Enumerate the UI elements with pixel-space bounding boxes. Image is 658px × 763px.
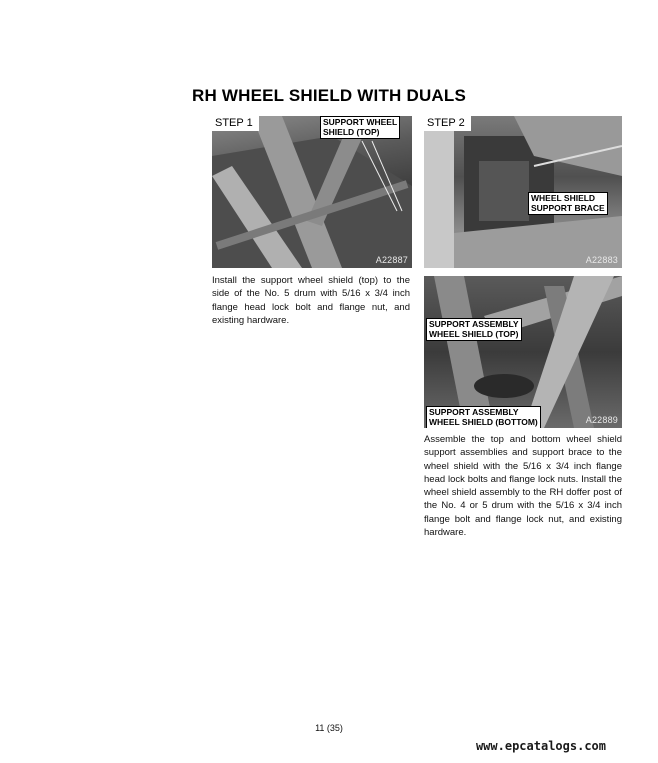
step2-photo-a-figure-code: A22883 — [585, 255, 618, 265]
step2-instructions: Assemble the top and bottom wheel shield support assemblies and support brace to the wheel shield with the 5/16 x 3/4 inch flange head lock bolts and flange lock nuts. Install the wheel shield assembly to the RH doffer post of the No. 4 or 5 drum with the 5/16 x 3/4 inch flange bolt and flange lock nut, and existing hardware. — [424, 434, 622, 539]
step2-photo-a-callout-line2: SUPPORT BRACE — [531, 202, 605, 213]
step1-callout-line2: SHIELD (TOP) — [323, 126, 380, 137]
step2-photo-b-callout-bottom-line1: SUPPORT ASSEMBLY — [429, 407, 519, 417]
step2-photo-b-callout-bottom-line2: WHEEL SHIELD (BOTTOM) — [429, 416, 538, 427]
watermark-url: www.epcatalogs.com — [475, 739, 606, 753]
step1-instructions: Install the support wheel shield (top) to the side of the No. 5 drum with 5/16 x 3/4 inch flange head lock bolt and flange nut, and existing hardware. — [212, 275, 410, 326]
step2-photo-a-callout-line1: WHEEL SHIELD — [531, 193, 596, 203]
step2-photo-b-callout-top — [426, 318, 522, 341]
step2-photo-b — [424, 276, 622, 428]
step2-photo-a-callout — [528, 192, 608, 215]
page-number: 11 (35) — [315, 723, 343, 733]
step2-photo-b-figure-code: A22889 — [585, 415, 618, 425]
step2-photo-b-callout-top-line1: SUPPORT ASSEMBLY — [429, 319, 519, 329]
page-title: RH WHEEL SHIELD WITH DUALS — [191, 86, 467, 105]
step1-callout — [320, 116, 400, 139]
step2-photo-a — [424, 116, 622, 268]
step1-callout-line1: SUPPORT WHEEL — [323, 117, 398, 127]
step1-figure-code: A22887 — [375, 255, 408, 265]
step1-label: STEP 1 — [212, 116, 259, 131]
step2-photo-b-callout-top-line2: WHEEL SHIELD (TOP) — [429, 328, 519, 339]
step2-photo-b-callout-bottom — [426, 406, 541, 428]
step1-photo — [212, 116, 412, 268]
step2-label: STEP 2 — [424, 116, 471, 131]
